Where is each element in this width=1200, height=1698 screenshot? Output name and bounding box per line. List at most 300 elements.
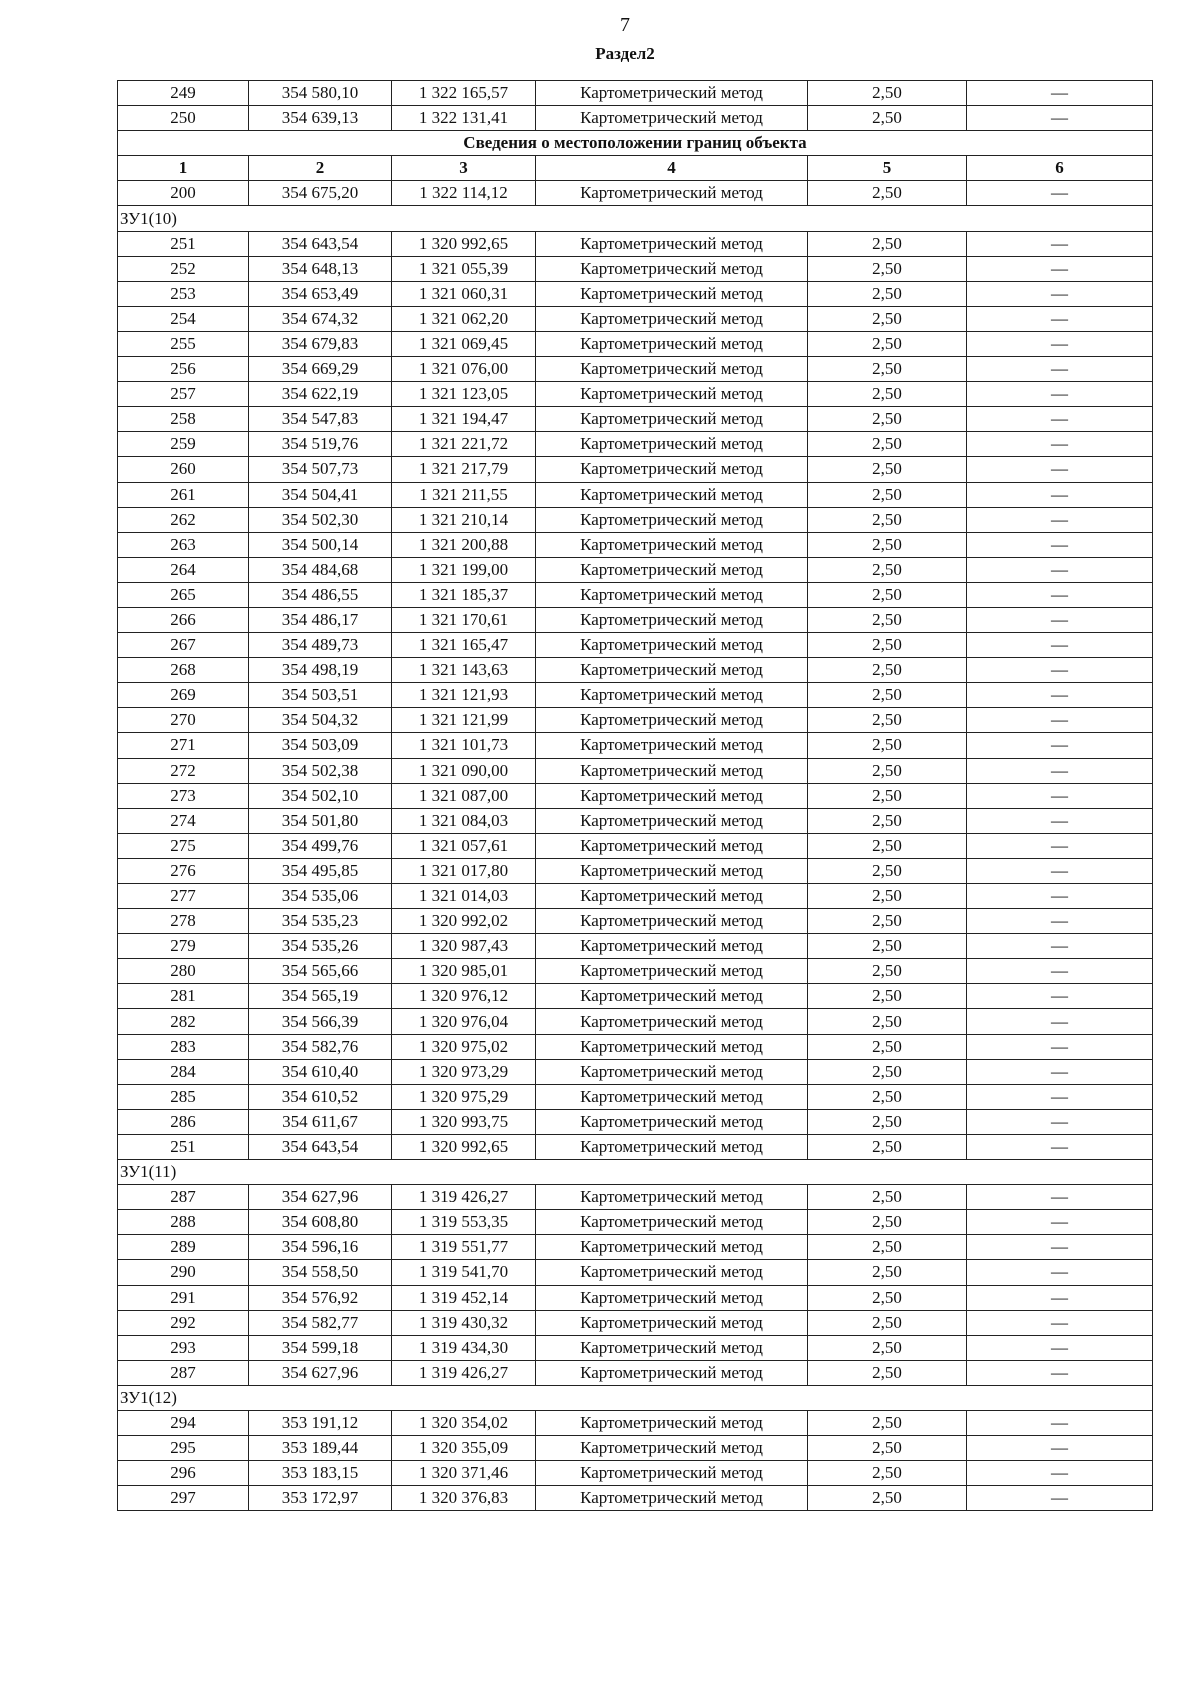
description-cell: — [967,507,1153,532]
table-row [118,1210,1153,1235]
y-coordinate-cell: 1 320 987,43 [392,934,536,959]
y-coordinate-cell: 1 322 114,12 [392,181,536,206]
point-number-cell: 295 [118,1436,249,1461]
accuracy-cell: 2,50 [808,81,967,106]
point-number-cell: 258 [118,407,249,432]
page-number: 7 [620,14,630,36]
accuracy-cell: 2,50 [808,683,967,708]
point-number-cell: 279 [118,934,249,959]
column-number-cell: 3 [392,156,536,181]
y-coordinate-cell: 1 321 090,00 [392,758,536,783]
x-coordinate-cell: 354 610,40 [249,1059,392,1084]
point-number-cell: 256 [118,357,249,382]
method-cell: Картометрический метод [536,256,808,281]
accuracy-cell: 2,50 [808,708,967,733]
section-title: Раздел2 [595,44,655,63]
y-coordinate-cell: 1 321 221,72 [392,432,536,457]
point-number-cell: 289 [118,1235,249,1260]
x-coordinate-cell: 354 580,10 [249,81,392,106]
accuracy-cell: 2,50 [808,633,967,658]
x-coordinate-cell: 354 610,52 [249,1084,392,1109]
y-coordinate-cell: 1 320 976,04 [392,1009,536,1034]
point-number-cell: 249 [118,81,249,106]
description-cell: — [967,1410,1153,1435]
table-row [118,357,1153,382]
description-cell: — [967,582,1153,607]
point-number-cell: 287 [118,1360,249,1385]
method-cell: Картометрический метод [536,1486,808,1511]
method-cell: Картометрический метод [536,532,808,557]
x-coordinate-cell: 354 558,50 [249,1260,392,1285]
description-cell: — [967,884,1153,909]
x-coordinate-cell: 354 675,20 [249,181,392,206]
y-coordinate-cell: 1 321 211,55 [392,482,536,507]
boundary-coordinates-table [117,80,1153,1511]
point-number-cell: 200 [118,181,249,206]
x-coordinate-cell: 353 189,44 [249,1436,392,1461]
method-cell: Картометрический метод [536,1034,808,1059]
method-cell: Картометрический метод [536,658,808,683]
x-coordinate-cell: 354 547,83 [249,407,392,432]
y-coordinate-cell: 1 319 551,77 [392,1235,536,1260]
x-coordinate-cell: 354 500,14 [249,532,392,557]
point-number-cell: 275 [118,833,249,858]
y-coordinate-cell: 1 319 434,30 [392,1335,536,1360]
x-coordinate-cell: 354 627,96 [249,1360,392,1385]
method-cell: Картометрический метод [536,331,808,356]
method-cell: Картометрический метод [536,1084,808,1109]
accuracy-cell: 2,50 [808,1360,967,1385]
description-cell: — [967,858,1153,883]
y-coordinate-cell: 1 320 376,83 [392,1486,536,1511]
method-cell: Картометрический метод [536,1436,808,1461]
point-number-cell: 281 [118,984,249,1009]
table-row [118,181,1153,206]
x-coordinate-cell: 354 507,73 [249,457,392,482]
description-cell: — [967,532,1153,557]
table-row [118,783,1153,808]
description-cell: — [967,256,1153,281]
method-cell: Картометрический метод [536,106,808,131]
accuracy-cell: 2,50 [808,658,967,683]
method-cell: Картометрический метод [536,959,808,984]
description-cell: — [967,658,1153,683]
y-coordinate-cell: 1 321 057,61 [392,833,536,858]
accuracy-cell: 2,50 [808,1410,967,1435]
x-coordinate-cell: 354 565,19 [249,984,392,1009]
y-coordinate-cell: 1 320 355,09 [392,1436,536,1461]
table-row [118,106,1153,131]
x-coordinate-cell: 354 535,26 [249,934,392,959]
description-cell: — [967,934,1153,959]
point-number-cell: 287 [118,1185,249,1210]
accuracy-cell: 2,50 [808,1210,967,1235]
point-number-cell: 293 [118,1335,249,1360]
point-number-cell: 251 [118,231,249,256]
description-cell: — [967,1134,1153,1159]
point-number-cell: 250 [118,106,249,131]
method-cell: Картометрический метод [536,833,808,858]
parcel-label-row [118,1385,1153,1410]
method-cell: Картометрический метод [536,482,808,507]
description-cell: — [967,984,1153,1009]
table-row [118,884,1153,909]
y-coordinate-cell: 1 320 976,12 [392,984,536,1009]
x-coordinate-cell: 354 502,10 [249,783,392,808]
table-row [118,1410,1153,1435]
x-coordinate-cell: 354 502,30 [249,507,392,532]
table-row [118,808,1153,833]
method-cell: Картометрический метод [536,457,808,482]
description-cell: — [967,683,1153,708]
table-row [118,833,1153,858]
description-cell: — [967,1084,1153,1109]
method-cell: Картометрический метод [536,1285,808,1310]
description-cell: — [967,607,1153,632]
y-coordinate-cell: 1 319 426,27 [392,1185,536,1210]
method-cell: Картометрический метод [536,808,808,833]
x-coordinate-cell: 354 643,54 [249,231,392,256]
method-cell: Картометрический метод [536,432,808,457]
y-coordinate-cell: 1 319 430,32 [392,1310,536,1335]
point-number-cell: 260 [118,457,249,482]
method-cell: Картометрический метод [536,281,808,306]
x-coordinate-cell: 354 679,83 [249,331,392,356]
y-coordinate-cell: 1 320 973,29 [392,1059,536,1084]
description-cell: — [967,783,1153,808]
table-row [118,733,1153,758]
accuracy-cell: 2,50 [808,306,967,331]
accuracy-cell: 2,50 [808,281,967,306]
method-cell: Картометрический метод [536,1059,808,1084]
accuracy-cell: 2,50 [808,1235,967,1260]
description-cell: — [967,1109,1153,1134]
method-cell: Картометрический метод [536,582,808,607]
description-cell: — [967,357,1153,382]
method-cell: Картометрический метод [536,1360,808,1385]
accuracy-cell: 2,50 [808,1185,967,1210]
y-coordinate-cell: 1 321 084,03 [392,808,536,833]
description-cell: — [967,708,1153,733]
x-coordinate-cell: 354 648,13 [249,256,392,281]
table-row [118,633,1153,658]
method-cell: Картометрический метод [536,909,808,934]
description-cell: — [967,1185,1153,1210]
column-number-cell: 5 [808,156,967,181]
table-row [118,1134,1153,1159]
x-coordinate-cell: 354 504,32 [249,708,392,733]
y-coordinate-cell: 1 321 185,37 [392,582,536,607]
table-row [118,758,1153,783]
point-number-cell: 285 [118,1084,249,1109]
x-coordinate-cell: 354 611,67 [249,1109,392,1134]
point-number-cell: 282 [118,1009,249,1034]
method-cell: Картометрический метод [536,683,808,708]
y-coordinate-cell: 1 321 123,05 [392,382,536,407]
table-row [118,1486,1153,1511]
description-cell: — [967,1009,1153,1034]
description-cell: — [967,1461,1153,1486]
x-coordinate-cell: 354 499,76 [249,833,392,858]
table-row [118,984,1153,1009]
accuracy-cell: 2,50 [808,1436,967,1461]
point-number-cell: 292 [118,1310,249,1335]
table-row [118,281,1153,306]
accuracy-cell: 2,50 [808,382,967,407]
parcel-label-cell: ЗУ1(11) [118,1160,1153,1185]
point-number-cell: 290 [118,1260,249,1285]
table-row [118,1084,1153,1109]
y-coordinate-cell: 1 321 076,00 [392,357,536,382]
y-coordinate-cell: 1 320 992,02 [392,909,536,934]
accuracy-cell: 2,50 [808,934,967,959]
method-cell: Картометрический метод [536,306,808,331]
point-number-cell: 254 [118,306,249,331]
x-coordinate-cell: 354 596,16 [249,1235,392,1260]
y-coordinate-cell: 1 321 060,31 [392,281,536,306]
table-body [118,81,1153,1511]
table-row [118,1335,1153,1360]
accuracy-cell: 2,50 [808,984,967,1009]
y-coordinate-cell: 1 319 452,14 [392,1285,536,1310]
point-number-cell: 297 [118,1486,249,1511]
table-row [118,1109,1153,1134]
accuracy-cell: 2,50 [808,909,967,934]
accuracy-cell: 2,50 [808,1034,967,1059]
table-row [118,256,1153,281]
table-row [118,482,1153,507]
point-number-cell: 263 [118,532,249,557]
y-coordinate-cell: 1 319 553,35 [392,1210,536,1235]
column-number-cell: 4 [536,156,808,181]
accuracy-cell: 2,50 [808,1486,967,1511]
description-cell: — [967,432,1153,457]
accuracy-cell: 2,50 [808,357,967,382]
table-row [118,1310,1153,1335]
y-coordinate-cell: 1 321 200,88 [392,532,536,557]
x-coordinate-cell: 354 643,54 [249,1134,392,1159]
method-cell: Картометрический метод [536,1461,808,1486]
y-coordinate-cell: 1 319 541,70 [392,1260,536,1285]
method-cell: Картометрический метод [536,1310,808,1335]
x-coordinate-cell: 354 565,66 [249,959,392,984]
method-cell: Картометрический метод [536,1185,808,1210]
point-number-cell: 280 [118,959,249,984]
description-cell: — [967,1260,1153,1285]
point-number-cell: 255 [118,331,249,356]
x-coordinate-cell: 353 191,12 [249,1410,392,1435]
accuracy-cell: 2,50 [808,959,967,984]
point-number-cell: 269 [118,683,249,708]
accuracy-cell: 2,50 [808,758,967,783]
point-number-cell: 274 [118,808,249,833]
description-cell: — [967,808,1153,833]
x-coordinate-cell: 354 503,51 [249,683,392,708]
x-coordinate-cell: 354 639,13 [249,106,392,131]
table-row [118,1059,1153,1084]
description-cell: — [967,1360,1153,1385]
method-cell: Картометрический метод [536,884,808,909]
column-number-cell: 6 [967,156,1153,181]
method-cell: Картометрический метод [536,708,808,733]
accuracy-cell: 2,50 [808,607,967,632]
description-cell: — [967,758,1153,783]
accuracy-cell: 2,50 [808,432,967,457]
accuracy-cell: 2,50 [808,231,967,256]
x-coordinate-cell: 353 172,97 [249,1486,392,1511]
point-number-cell: 271 [118,733,249,758]
accuracy-cell: 2,50 [808,407,967,432]
y-coordinate-cell: 1 321 170,61 [392,607,536,632]
accuracy-cell: 2,50 [808,1461,967,1486]
method-cell: Картометрический метод [536,733,808,758]
y-coordinate-cell: 1 321 210,14 [392,507,536,532]
accuracy-cell: 2,50 [808,1059,967,1084]
description-cell: — [967,1335,1153,1360]
point-number-cell: 262 [118,507,249,532]
description-cell: — [967,733,1153,758]
parcel-label-row [118,206,1153,231]
table-row [118,607,1153,632]
x-coordinate-cell: 354 498,19 [249,658,392,683]
point-number-cell: 257 [118,382,249,407]
table-row [118,658,1153,683]
accuracy-cell: 2,50 [808,331,967,356]
x-coordinate-cell: 354 486,17 [249,607,392,632]
accuracy-cell: 2,50 [808,858,967,883]
table-row [118,532,1153,557]
accuracy-cell: 2,50 [808,106,967,131]
accuracy-cell: 2,50 [808,1285,967,1310]
description-cell: — [967,959,1153,984]
table-row [118,432,1153,457]
y-coordinate-cell: 1 322 131,41 [392,106,536,131]
column-number-cell: 2 [249,156,392,181]
y-coordinate-cell: 1 321 087,00 [392,783,536,808]
description-cell: — [967,281,1153,306]
method-cell: Картометрический метод [536,1210,808,1235]
parcel-label-cell: ЗУ1(10) [118,206,1153,231]
table-row [118,407,1153,432]
x-coordinate-cell: 354 566,39 [249,1009,392,1034]
method-cell: Картометрический метод [536,1235,808,1260]
method-cell: Картометрический метод [536,984,808,1009]
x-coordinate-cell: 354 503,09 [249,733,392,758]
table-row [118,708,1153,733]
table-row [118,1436,1153,1461]
x-coordinate-cell: 354 582,76 [249,1034,392,1059]
description-cell: — [967,1034,1153,1059]
column-number-cell: 1 [118,156,249,181]
x-coordinate-cell: 354 535,06 [249,884,392,909]
table-row [118,306,1153,331]
method-cell: Картометрический метод [536,357,808,382]
point-number-cell: 277 [118,884,249,909]
description-cell: — [967,1285,1153,1310]
x-coordinate-cell: 354 653,49 [249,281,392,306]
method-cell: Картометрический метод [536,231,808,256]
description-cell: — [967,833,1153,858]
y-coordinate-cell: 1 321 062,20 [392,306,536,331]
accuracy-cell: 2,50 [808,532,967,557]
table-row [118,858,1153,883]
y-coordinate-cell: 1 321 199,00 [392,557,536,582]
method-cell: Картометрический метод [536,81,808,106]
description-cell: — [967,1486,1153,1511]
y-coordinate-cell: 1 320 354,02 [392,1410,536,1435]
y-coordinate-cell: 1 321 069,45 [392,331,536,356]
method-cell: Картометрический метод [536,382,808,407]
point-number-cell: 270 [118,708,249,733]
y-coordinate-cell: 1 321 217,79 [392,457,536,482]
y-coordinate-cell: 1 320 992,65 [392,231,536,256]
method-cell: Картометрический метод [536,407,808,432]
x-coordinate-cell: 354 576,92 [249,1285,392,1310]
description-cell: — [967,382,1153,407]
accuracy-cell: 2,50 [808,557,967,582]
parcel-label-row [118,1160,1153,1185]
table-row [118,582,1153,607]
description-cell: — [967,457,1153,482]
y-coordinate-cell: 1 320 992,65 [392,1134,536,1159]
point-number-cell: 286 [118,1109,249,1134]
method-cell: Картометрический метод [536,1134,808,1159]
point-number-cell: 251 [118,1134,249,1159]
method-cell: Картометрический метод [536,557,808,582]
accuracy-cell: 2,50 [808,457,967,482]
point-number-cell: 296 [118,1461,249,1486]
point-number-cell: 265 [118,582,249,607]
table-row [118,1285,1153,1310]
y-coordinate-cell: 1 321 014,03 [392,884,536,909]
table-row [118,231,1153,256]
x-coordinate-cell: 354 535,23 [249,909,392,934]
method-cell: Картометрический метод [536,934,808,959]
description-cell: — [967,106,1153,131]
point-number-cell: 291 [118,1285,249,1310]
accuracy-cell: 2,50 [808,833,967,858]
x-coordinate-cell: 354 504,41 [249,482,392,507]
y-coordinate-cell: 1 320 985,01 [392,959,536,984]
description-cell: — [967,557,1153,582]
y-coordinate-cell: 1 321 055,39 [392,256,536,281]
point-number-cell: 288 [118,1210,249,1235]
method-cell: Картометрический метод [536,633,808,658]
table-row [118,457,1153,482]
description-cell: — [967,81,1153,106]
point-number-cell: 253 [118,281,249,306]
y-coordinate-cell: 1 321 143,63 [392,658,536,683]
table-row [118,382,1153,407]
x-coordinate-cell: 354 489,73 [249,633,392,658]
description-cell: — [967,1210,1153,1235]
point-number-cell: 273 [118,783,249,808]
description-cell: — [967,482,1153,507]
accuracy-cell: 2,50 [808,181,967,206]
method-cell: Картометрический метод [536,1109,808,1134]
table-row [118,909,1153,934]
table-row [118,1461,1153,1486]
x-coordinate-cell: 354 495,85 [249,858,392,883]
accuracy-cell: 2,50 [808,507,967,532]
description-cell: — [967,306,1153,331]
x-coordinate-cell: 354 599,18 [249,1335,392,1360]
column-number-row [118,156,1153,181]
table-row [118,683,1153,708]
point-number-cell: 268 [118,658,249,683]
table-row [118,507,1153,532]
accuracy-cell: 2,50 [808,884,967,909]
